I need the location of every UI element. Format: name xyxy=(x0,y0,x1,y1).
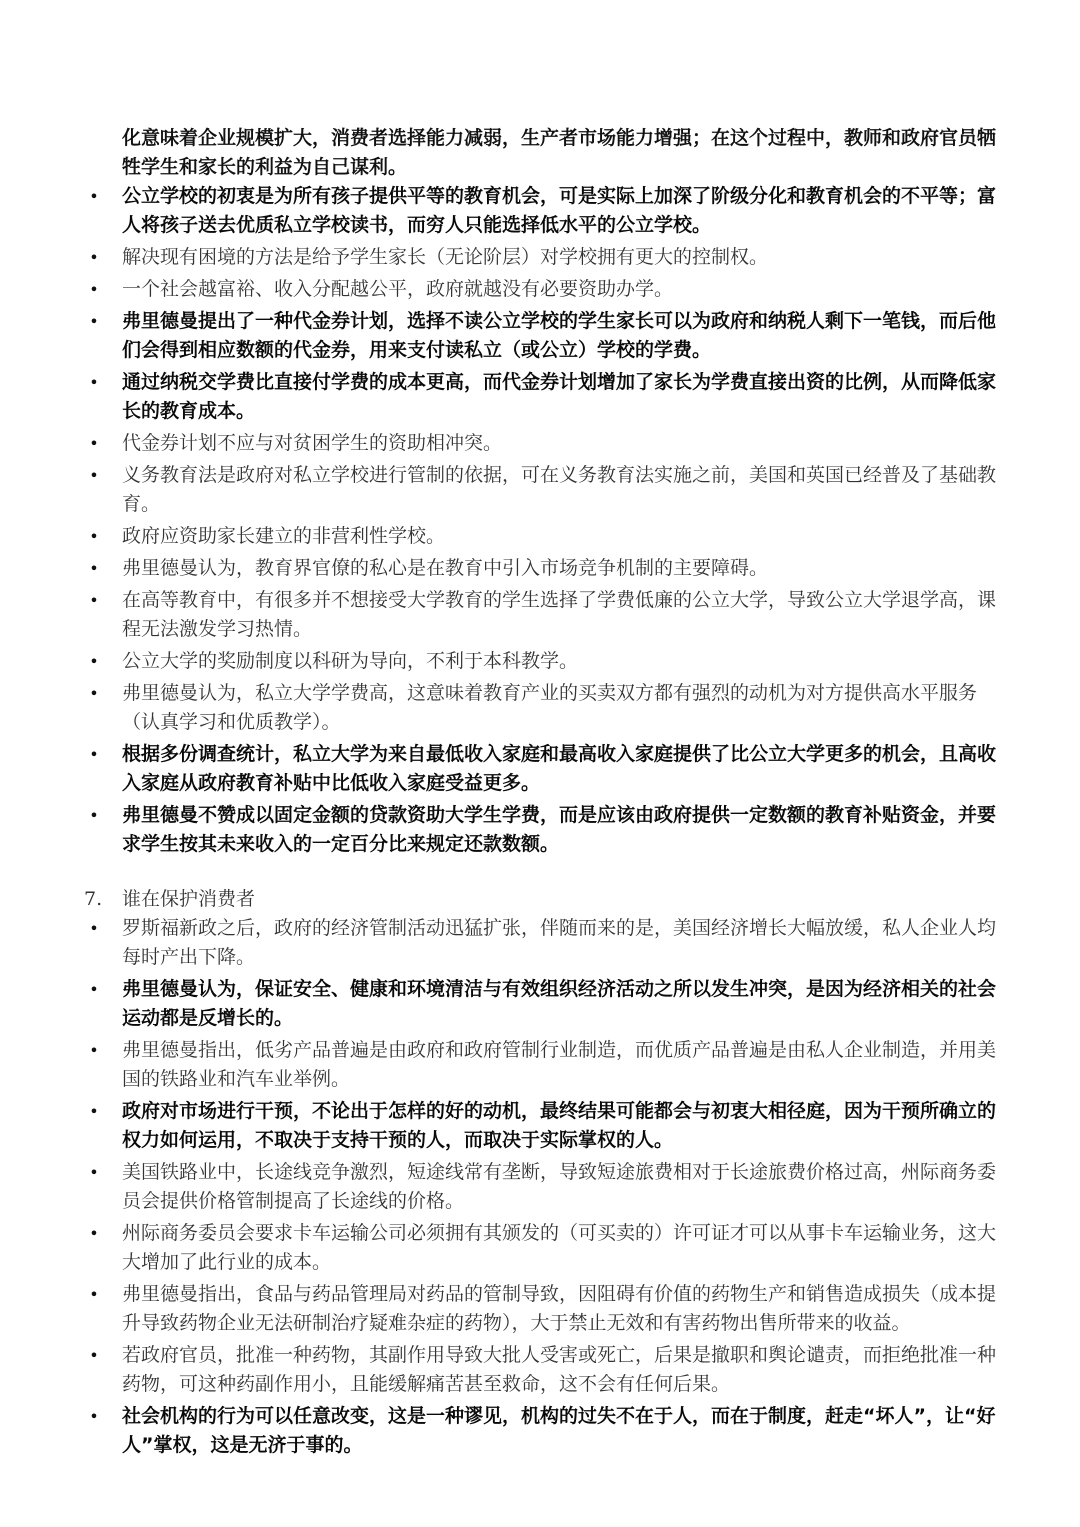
list-item-text: 公立学校的初衷是为所有孩子提供平等的教育机会，可是实际上加深了阶级分化和教育机会的不平等；富人将孩子送去优质私立学校读书，而穷人只能选择低水平的公立学校。 xyxy=(122,185,997,236)
list-item xyxy=(0,243,1000,272)
bullet-icon: • xyxy=(89,684,99,703)
bullet-icon: • xyxy=(89,187,99,206)
list-item xyxy=(0,1158,1000,1216)
list-item xyxy=(0,1341,1000,1399)
bullet-icon: • xyxy=(89,373,99,392)
bullet-icon: • xyxy=(89,466,99,485)
list-item xyxy=(0,740,1000,798)
list-item-text: 美国铁路业中，长途线竞争激烈，短途线常有垄断，导致短途旅费相对于长途旅费价格过高，州际商务委员会提供价格管制提高了长途线的价格。 xyxy=(122,1161,997,1212)
section-heading xyxy=(84,885,1080,914)
list-item xyxy=(0,914,1000,972)
list-item xyxy=(0,461,1000,519)
list-item-text: 弗里德曼认为，保证安全、健康和环境清洁与有效组织经济活动之所以发生冲突，是因为经济相关的社会运动都是反增长的。 xyxy=(122,978,997,1029)
continuation-paragraph: 化意味着企业规模扩大，消费者选择能力减弱，生产者市场能力增强；在这个过程中，教师和政府官员牺牲学生和家长的利益为自己谋利。 xyxy=(122,127,997,178)
list-item xyxy=(0,647,1000,676)
bullet-icon: • xyxy=(89,919,99,938)
list-item xyxy=(0,522,1000,551)
list-item xyxy=(0,1036,1000,1094)
list-item xyxy=(0,679,1000,737)
bullet-icon: • xyxy=(89,248,99,267)
bullet-icon: • xyxy=(89,745,99,764)
list-item xyxy=(0,368,1000,426)
list-item-text: 公立大学的奖励制度以科研为导向，不利于本科教学。 xyxy=(122,650,579,672)
bullet-icon: • xyxy=(89,591,99,610)
list-item-text: 弗里德曼指出，食品与药品管理局对药品的管制导致，因阻碍有价值的药物生产和销售造成损失（成本提升导致药物企业无法研制治疗疑难杂症的药物），大于禁止无效和有害药物出售所带来的收益。 xyxy=(122,1283,997,1334)
list-item xyxy=(0,1280,1000,1338)
list-item-text: 弗里德曼指出，低劣产品普遍是由政府和政府管制行业制造，而优质产品普遍是由私人企业制造，并用美国的铁路业和汽车业举例。 xyxy=(122,1039,997,1090)
bullet-icon: • xyxy=(89,280,99,299)
bullet-icon: • xyxy=(89,1407,99,1426)
list-item-text: 义务教育法是政府对私立学校进行管制的依据，可在义务教育法实施之前，美国和英国已经普及了基础教育。 xyxy=(122,464,997,515)
list-item-text: 在高等教育中，有很多并不想接受大学教育的学生选择了学费低廉的公立大学，导致公立大学退学高，课程无法激发学习热情。 xyxy=(122,589,997,640)
bullet-icon: • xyxy=(89,434,99,453)
list-item-text: 一个社会越富裕、收入分配越公平，政府就越没有必要资助办学。 xyxy=(122,278,674,300)
list-item-text: 政府对市场进行干预，不论出于怎样的好的动机，最终结果可能都会与初衷大相径庭，因为干预所确立的权力如何运用，不取决于支持干预的人，而取决于实际掌权的人。 xyxy=(122,1100,997,1151)
bullet-icon: • xyxy=(89,1285,99,1304)
list-item-text: 通过纳税交学费比直接付学费的成本更高，而代金券计划增加了家长为学费直接出资的比例，从而降低家长的教育成本。 xyxy=(122,371,997,422)
bullet-list-consumer xyxy=(0,914,1080,1460)
bullet-icon: • xyxy=(89,1224,99,1243)
list-item xyxy=(0,1097,1000,1155)
bullet-icon: • xyxy=(89,980,99,999)
section-title: 谁在保护消费者 xyxy=(122,888,256,910)
bullet-icon: • xyxy=(89,652,99,671)
list-item-text: 政府应资助家长建立的非营利性学校。 xyxy=(122,525,446,547)
list-item-text: 社会机构的行为可以任意改变，这是一种谬见，机构的过失不在于人，而在于制度，赶走“坏人”，让“好人”掌权，这是无济于事的。 xyxy=(122,1405,996,1456)
bullet-icon: • xyxy=(89,527,99,546)
bullet-list-education xyxy=(0,182,1080,859)
bullet-icon: • xyxy=(89,1346,99,1365)
list-item-text: 根据多份调查统计，私立大学为来自最低收入家庭和最高收入家庭提供了比公立大学更多的机会，且高收入家庭从政府教育补贴中比低收入家庭受益更多。 xyxy=(122,743,997,794)
list-item xyxy=(0,554,1000,583)
list-item-text: 罗斯福新政之后，政府的经济管制活动迅猛扩张，伴随而来的是，美国经济增长大幅放缓，私人企业人均每时产出下降。 xyxy=(122,917,997,968)
list-item xyxy=(0,1219,1000,1277)
bullet-icon: • xyxy=(89,1102,99,1121)
list-item xyxy=(0,429,1000,458)
bullet-icon: • xyxy=(89,312,99,331)
list-item-text: 弗里德曼认为，私立大学学费高，这意味着教育产业的买卖双方都有强烈的动机为对方提供高水平服务（认真学习和优质教学）。 xyxy=(122,682,978,733)
section-number: 7. xyxy=(84,888,103,910)
list-item xyxy=(0,586,1000,644)
bullet-icon: • xyxy=(89,1163,99,1182)
bullet-icon: • xyxy=(89,806,99,825)
list-item xyxy=(0,801,1000,859)
list-item-text: 弗里德曼提出了一种代金券计划，选择不读公立学校的学生家长可以为政府和纳税人剩下一笔钱，而后他们会得到相应数额的代金券，用来支付读私立（或公立）学校的学费。 xyxy=(122,310,997,361)
list-item-text: 代金券计划不应与对贫困学生的资助相冲突。 xyxy=(122,432,503,454)
list-item xyxy=(0,307,1000,365)
list-item-text: 弗里德曼不赞成以固定金额的贷款资助大学生学费，而是应该由政府提供一定数额的教育补贴资金，并要求学生按其未来收入的一定百分比来规定还款数额。 xyxy=(122,804,997,855)
list-item xyxy=(0,182,1000,240)
list-item-text: 州际商务委员会要求卡车运输公司必须拥有其颁发的（可买卖的）许可证才可以从事卡车运输业务，这大大增加了此行业的成本。 xyxy=(122,1222,997,1273)
list-item xyxy=(0,275,1000,304)
list-item-text: 若政府官员，批准一种药物，其副作用导致大批人受害或死亡，后果是撤职和舆论谴责，而拒绝批准一种药物，可这种药副作用小，且能缓解痛苦甚至救命，这不会有任何后果。 xyxy=(122,1344,997,1395)
list-item xyxy=(0,975,1000,1033)
bullet-icon: • xyxy=(89,1041,99,1060)
list-item xyxy=(0,1402,1000,1460)
bullet-icon: • xyxy=(89,559,99,578)
list-item-text: 解决现有困境的方法是给予学生家长（无论阶层）对学校拥有更大的控制权。 xyxy=(122,246,769,268)
list-item-text: 弗里德曼认为，教育界官僚的私心是在教育中引入市场竞争机制的主要障碍。 xyxy=(122,557,769,579)
